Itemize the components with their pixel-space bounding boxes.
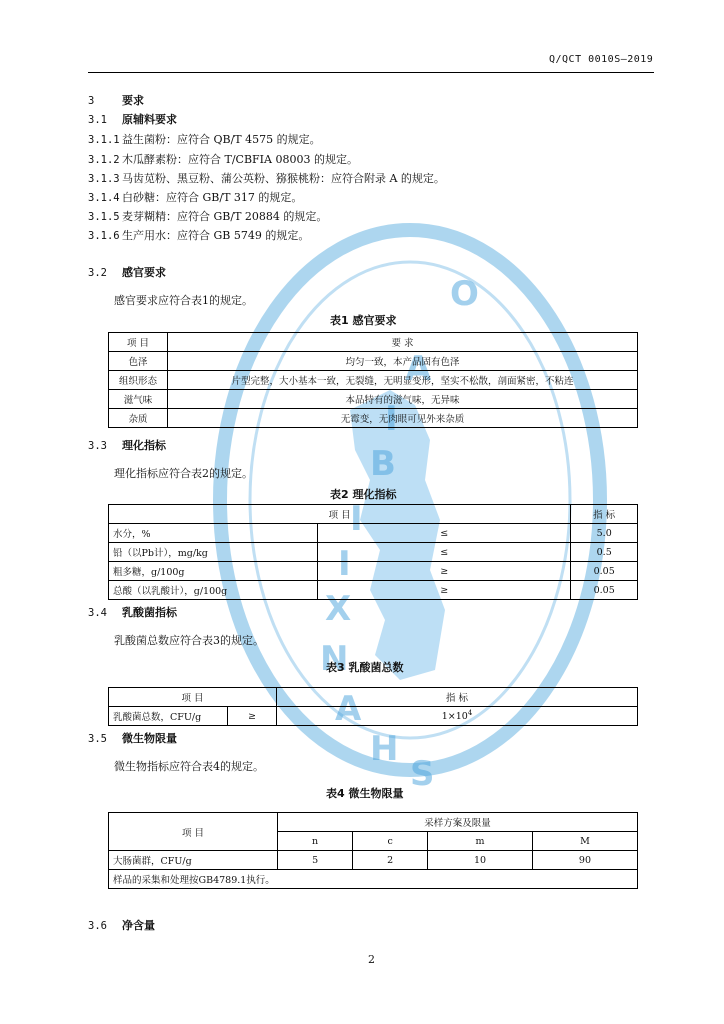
svg-text:H: H xyxy=(370,729,399,769)
clause-3-1-3: 3.1.3 马齿苋粉、黑豆粉、蒲公英粉、猕猴桃粉：应符合附录 A 的规定。 xyxy=(88,172,445,185)
table-header: M xyxy=(532,832,637,851)
table-header: 项 目 xyxy=(109,688,277,707)
table-cell: 0.05 xyxy=(571,562,638,581)
table-cell: 5 xyxy=(278,851,353,870)
table-header: 指 标 xyxy=(571,505,638,524)
section-3-5-heading: 3.5 微生物限量 xyxy=(88,732,177,745)
table-row xyxy=(109,409,638,428)
section-3-4-heading: 3.4 乳酸菌指标 xyxy=(88,606,177,619)
section-3-5-intro: 微生物指标应符合表4的规定。 xyxy=(114,760,264,773)
table-cell: ≤ xyxy=(318,524,571,543)
table-cell: ≤ xyxy=(318,543,571,562)
clause-3-1-5: 3.1.5 麦芽糊精：应符合 GB/T 20884 的规定。 xyxy=(88,210,328,223)
section-3-2-intro: 感官要求应符合表1的规定。 xyxy=(114,294,253,307)
section-3-3-heading: 3.3 理化指标 xyxy=(88,439,166,452)
table-cell: 90 xyxy=(532,851,637,870)
page-number: 2 xyxy=(368,953,375,966)
table2-physicochemical xyxy=(108,504,638,600)
table-header: 指 标 xyxy=(277,688,638,707)
table3-lactic-acid-bacteria xyxy=(108,687,638,726)
table-header: m xyxy=(428,832,533,851)
svg-text:X: X xyxy=(325,589,352,629)
table-cell: 乳酸菌总数，CFU/g xyxy=(109,707,228,726)
table-cell: 本品特有的滋气味，无异味 xyxy=(168,390,638,409)
table4-microbial-limits xyxy=(108,812,638,889)
table4-caption: 表4 微生物限量 xyxy=(326,787,404,800)
header-rule xyxy=(88,72,654,73)
table-cell: 均匀一致，本产品固有色泽 xyxy=(168,352,638,371)
table-row xyxy=(109,390,638,409)
svg-text:I: I xyxy=(350,499,363,539)
table-cell: 色泽 xyxy=(109,352,168,371)
table-row xyxy=(109,371,638,390)
section-3-6-heading: 3.6 净含量 xyxy=(88,919,155,932)
table-row xyxy=(109,333,638,352)
clause-3-1-1: 3.1.1 益生菌粉：应符合 QB/T 4575 的规定。 xyxy=(88,133,321,146)
svg-text:A: A xyxy=(335,689,362,729)
svg-text:O: O xyxy=(450,274,479,314)
table1-sensory xyxy=(108,332,638,428)
table-cell: 2 xyxy=(353,851,428,870)
table-cell: ≥ xyxy=(318,562,571,581)
table-cell: ≥ xyxy=(318,581,571,600)
section-3-1-heading: 3.1 原辅料要求 xyxy=(88,113,177,126)
table-cell: 组织形态 xyxy=(109,371,168,390)
table-cell: 粗多糖，g/100g xyxy=(109,562,318,581)
table-cell: 片型完整，大小基本一致，无裂缝，无明显变形，坚实不松散，剖面紧密，不粘连 xyxy=(168,371,638,390)
table-row xyxy=(109,543,638,562)
table-row xyxy=(109,707,638,726)
clause-3-1-2: 3.1.2 木瓜酵素粉：应符合 T/CBFIA 08003 的规定。 xyxy=(88,153,358,166)
table-header: n xyxy=(278,832,353,851)
svg-text:I: I xyxy=(385,399,398,439)
section-3-4-intro: 乳酸菌总数应符合表3的规定。 xyxy=(114,634,264,647)
table-cell: 铅（以Pb计），mg/kg xyxy=(109,543,318,562)
table-note: 样品的采集和处理按GB4789.1执行。 xyxy=(109,870,638,889)
svg-text:A: A xyxy=(405,349,432,389)
clause-3-1-4: 3.1.4 白砂糖：应符合 GB/T 317 的规定。 xyxy=(88,191,303,204)
table-header: 项 目 xyxy=(109,333,168,352)
table-cell: ≥ xyxy=(228,707,277,726)
table-header: 要 求 xyxy=(168,333,638,352)
clause-3-1-6: 3.1.6 生产用水：应符合 GB 5749 的规定。 xyxy=(88,229,310,242)
table-cell: 杂质 xyxy=(109,409,168,428)
table-cell: 5.0 xyxy=(571,524,638,543)
doc-code: Q/QCT 0010S—2019 xyxy=(549,54,654,65)
table-row xyxy=(109,581,638,600)
table-row xyxy=(109,505,638,524)
table2-caption: 表2 理化指标 xyxy=(330,488,397,501)
section-3-heading: 3 要求 xyxy=(88,94,144,107)
table-cell: $1\times 10^4$ xyxy=(277,707,638,726)
svg-text:B: B xyxy=(370,444,396,484)
table-cell: 水分，% xyxy=(109,524,318,543)
table-header: 采样方案及限量 xyxy=(278,813,638,832)
table-cell: 无霉变，无肉眼可见外来杂质 xyxy=(168,409,638,428)
section-3-2-heading: 3.2 感官要求 xyxy=(88,266,166,279)
table-row xyxy=(109,688,638,707)
table-header: 项 目 xyxy=(109,505,571,524)
table-header: 项 目 xyxy=(109,813,278,851)
table-cell: 0.05 xyxy=(571,581,638,600)
table-row xyxy=(109,813,638,832)
svg-text:S: S xyxy=(410,754,435,794)
svg-text:I: I xyxy=(338,544,351,584)
table3-caption: 表3 乳酸菌总数 xyxy=(326,661,404,674)
table-cell: 大肠菌群，CFU/g xyxy=(109,851,278,870)
section-3-3-intro: 理化指标应符合表2的规定。 xyxy=(114,467,253,480)
table-header: c xyxy=(353,832,428,851)
table1-caption: 表1 感官要求 xyxy=(330,314,397,327)
table-row xyxy=(109,870,638,889)
table-row xyxy=(109,352,638,371)
table-cell: 滋气味 xyxy=(109,390,168,409)
table-cell: 10 xyxy=(428,851,533,870)
table-row xyxy=(109,851,638,870)
table-cell: 0.5 xyxy=(571,543,638,562)
svg-text:N: N xyxy=(320,639,349,679)
table-cell: 总酸（以乳酸计），g/100g xyxy=(109,581,318,600)
table-row xyxy=(109,562,638,581)
table-row xyxy=(109,524,638,543)
